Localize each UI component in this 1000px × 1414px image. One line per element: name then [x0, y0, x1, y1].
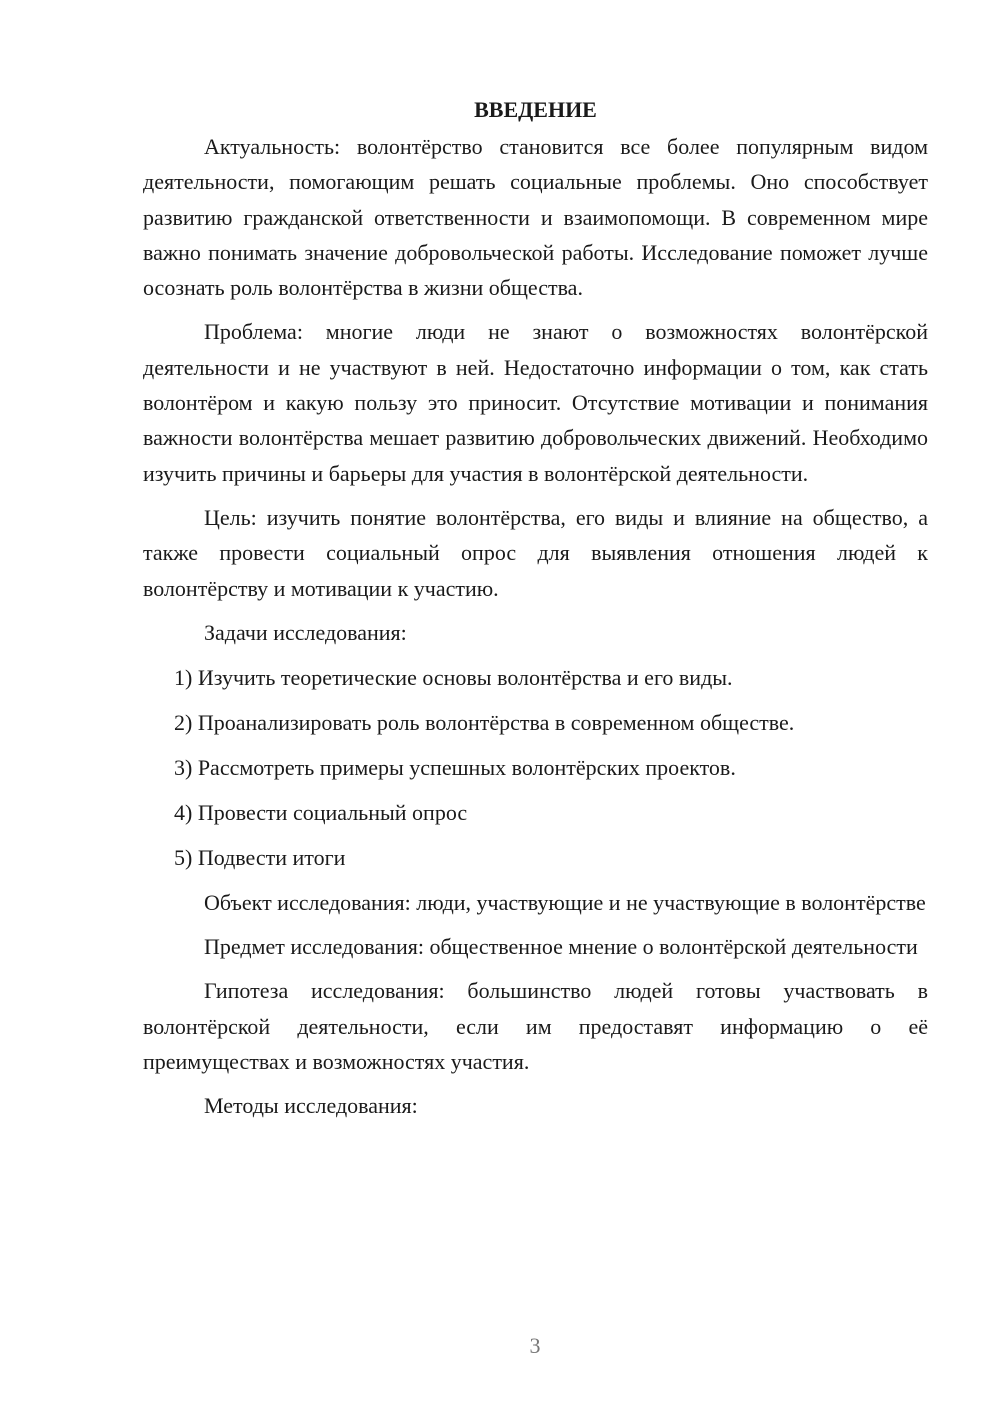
task-item: 1) Изучить теоретические основы волонтёрства и его виды.	[174, 664, 733, 690]
task-item: 3) Рассмотреть примеры успешных волонтёрских проектов.	[174, 754, 736, 780]
paragraph-goal: Цель: изучить понятие волонтёрства, его виды и влияние на общество, а также провести социальный опрос для выявления отношения людей к волонтёрству и мотивации к участию.	[143, 504, 928, 601]
paragraph-problem: Проблема: многие люди не знают о возможностях волонтёрской деятельности и не участвуют в ней. Недостаточно информации о том, как стать волонтёром и какую пользу это приносит. Отсутствие мотивации и понимания важности волонтёрства мешает развитию добровольческих движений. Необходимо изучить причины и барьеры для участия в волонтёрской деятельности.	[143, 319, 928, 486]
page-body	[143, 92, 928, 1124]
tasks-heading: Задачи исследования:	[204, 619, 407, 645]
page-number: 3	[529, 1333, 541, 1358]
task-item: 5) Подвести итоги	[174, 844, 346, 870]
paragraph-object: Объект исследования: люди, участвующие и не участвующие в волонтёрстве	[204, 889, 926, 915]
paragraph-methods: Методы исследования:	[204, 1093, 418, 1119]
paragraph-subject: Предмет исследования: общественное мнение о волонтёрской деятельности	[204, 934, 918, 960]
paragraph-hypothesis: Гипотеза исследования: большинство людей готовы участвовать в волонтёрской деятельности, если им предоставят информацию о её преимуществах и возможностях участия.	[143, 978, 928, 1075]
task-item: 2) Проанализировать роль волонтёрства в современном обществе.	[174, 709, 795, 735]
section-title: ВВЕДЕНИЕ	[474, 97, 597, 122]
task-item: 4) Провести социальный опрос	[174, 799, 468, 825]
paragraph-relevance: Актуальность: волонтёрство становится все более популярным видом деятельности, помогающим решать социальные проблемы. Оно способствует развитию гражданской ответственности и взаимопомощи. В современном мире важно понимать значение добровольческой работы. Исследование поможет лучше осознать роль волонтёрства в жизни общества.	[143, 134, 928, 301]
